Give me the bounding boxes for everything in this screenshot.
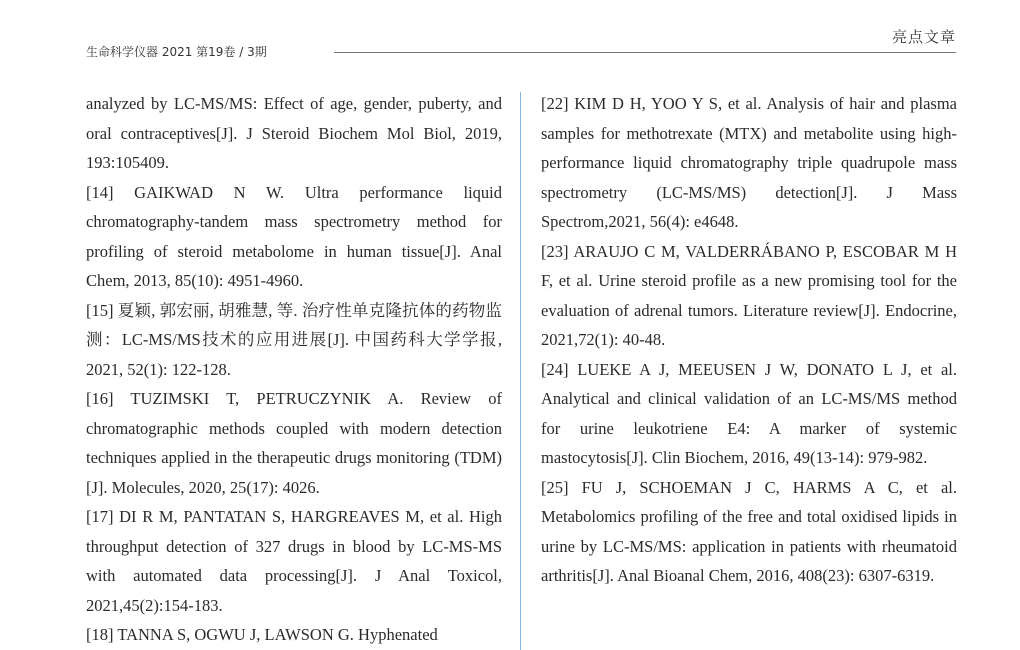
reference-column-right (541, 89, 957, 591)
column-divider (520, 92, 521, 650)
journal-running-header: 生命科学仪器 2021 第19卷 / 3期 (86, 45, 267, 59)
header-rule (334, 52, 956, 53)
reference-entry: [16] TUZIMSKI T, PETRUCZYNIK A. Review of chromatographic methods coupled with modern detection techniques applied in the therapeutic drugs monitoring (TDM) [J]. Molecules, 2020, 25(17): 4026. (86, 389, 502, 497)
reference-entry: [23] ARAUJO C M, VALDERRÁBANO P, ESCOBAR M H F, et al. Urine steroid profile as a new promising tool for the evaluation of adrenal tumors. Literature review[J]. Endocrine, 2021,72(1): 40-48. (541, 241, 957, 349)
reference-entry: [14] GAIKWAD N W. Ultra performance liquid chromatography-tandem mass spectrometry method for profiling of steroid metabolome in human tissue[J]. Anal Chem, 2013, 85(10): 4951-4960. (86, 182, 502, 290)
reference-entry: [24] LUEKE A J, MEEUSEN J W, DONATO L J, et al. Analytical and clinical validation of an LC-MS/MS method for urine leukotriene E4: A marker of systemic mastocytosis[J]. Clin Biochem, 2016, 49(13-14): 979-982. (541, 359, 957, 467)
reference-entry: [15] 夏颖, 郭宏丽, 胡雅慧, 等. 治疗性单克隆抗体的药物监测：LC-MS/MS技术的应用进展[J]. 中国药科大学学报, 2021, 52(1): 122-128. (86, 300, 502, 379)
reference-entry: [25] FU J, SCHOEMAN J C, HARMS A C, et al. Metabolomics profiling of the free and total oxidised lipids in urine by LC-MS/MS: application in patients with rheumatoid arthritis[J]. Anal Bioanal Chem, 2016, 408(23): 6307-6319. (541, 477, 957, 585)
reference-column-left (86, 89, 502, 650)
reference-entry: analyzed by LC-MS/MS: Effect of age, gender, puberty, and oral contraceptives[J]. J Steroid Biochem Mol Biol, 2019, 193:105409. (86, 94, 502, 172)
reference-entry: [22] KIM D H, YOO Y S, et al. Analysis of hair and plasma samples for methotrexate (MTX) and metabolite using high-performance liquid chromatography triple quadrupole mass spectrometry (LC-MS/MS) detection[J]. J Mass Spectrom,2021, 56(4): e4648. (541, 94, 957, 231)
reference-entry: [18] TANNA S, OGWU J, LAWSON G. Hyphenated (86, 625, 438, 644)
section-title: 亮点文章 (891, 28, 956, 46)
reference-entry: [17] DI R M, PANTATAN S, HARGREAVES M, et al. High throughput detection of 327 drugs in blood by LC-MS-MS with automated data processing[J]. J Anal Toxicol, 2021,45(2):154-183. (86, 507, 502, 615)
